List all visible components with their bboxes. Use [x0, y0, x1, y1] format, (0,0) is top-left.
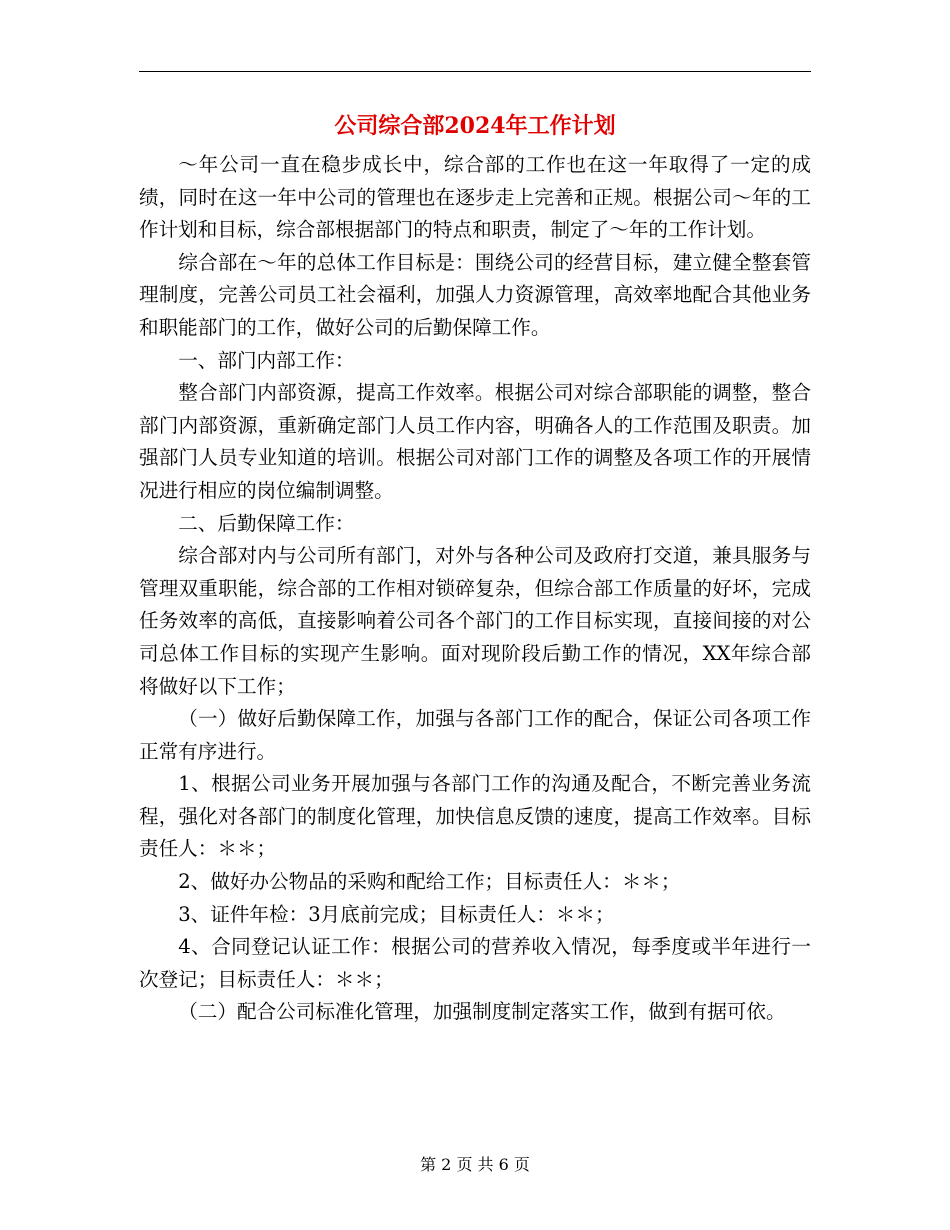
paragraph-logistics: 综合部对内与公司所有部门，对外与各种公司及政府打交道，兼具服务与管理双重职能，综合部的工作相对锁碎复杂，但综合部工作质量的好坏，完成任务效率的高低，直接影响着公司各个部门的工作目标实现，直接间接的对公司总体工作目标的实现产生影响。面对现阶段后勤工作的情况，XX年综合部将做好以下工作； [139, 544, 811, 698]
document-body [139, 149, 811, 1029]
section-heading-internal-work: 一、部门内部工作： [178, 348, 355, 372]
header-rule [139, 71, 811, 72]
page-number: 第 2 页 共 6 页 [420, 1155, 530, 1174]
subsection-heading-2: （二）配合公司标准化管理，加强制度制定落实工作，做到有据可依。 [178, 1000, 786, 1024]
paragraph-intro: ～年公司一直在稳步成长中，综合部的工作也在这一年取得了一定的成绩，同时在这一年中公司的管理也在逐步走上完善和正规。根据公司～年的工作计划和目标，综合部根据部门的特点和职责，制定了～年的工作计划。 [139, 153, 811, 242]
document-title: 公司综合部2024年工作计划 [334, 113, 616, 139]
paragraph-overall-goal: 综合部在～年的总体工作目标是：围绕公司的经营目标，建立健全整套管理制度，完善公司员工社会福利，加强人力资源管理，高效率地配合其他业务和职能部门的工作，做好公司的后勤保障工作。 [139, 250, 811, 339]
list-item-2: 2、做好办公物品的采购和配给工作；目标责任人：＊＊； [178, 870, 681, 894]
list-item-4: 4、合同登记认证工作：根据公司的营养收入情况，每季度或半年进行一次登记；目标责任人：＊＊； [139, 935, 811, 991]
paragraph-internal-work: 整合部门内部资源，提高工作效率。根据公司对综合部职能的调整，整合部门内部资源，重新确定部门人员工作内容，明确各人的工作范围及职责。加强部门人员专业知道的培训。根据公司对部门工作的调整及各项工作的开展情况进行相应的岗位编制调整。 [139, 381, 811, 502]
section-heading-logistics: 二、后勤保障工作： [178, 511, 355, 535]
subsection-heading-1: （一）做好后勤保障工作，加强与各部门工作的配合，保证公司各项工作正常有序进行。 [139, 707, 811, 763]
list-item-3: 3、证件年检：3月底前完成；目标责任人：＊＊； [178, 902, 615, 926]
list-item-1: 1、根据公司业务开展加强与各部门工作的沟通及配合，不断完善业务流程，强化对各部门的制度化管理，加快信息反馈的速度，提高工作效率。目标责任人：＊＊； [139, 772, 811, 861]
